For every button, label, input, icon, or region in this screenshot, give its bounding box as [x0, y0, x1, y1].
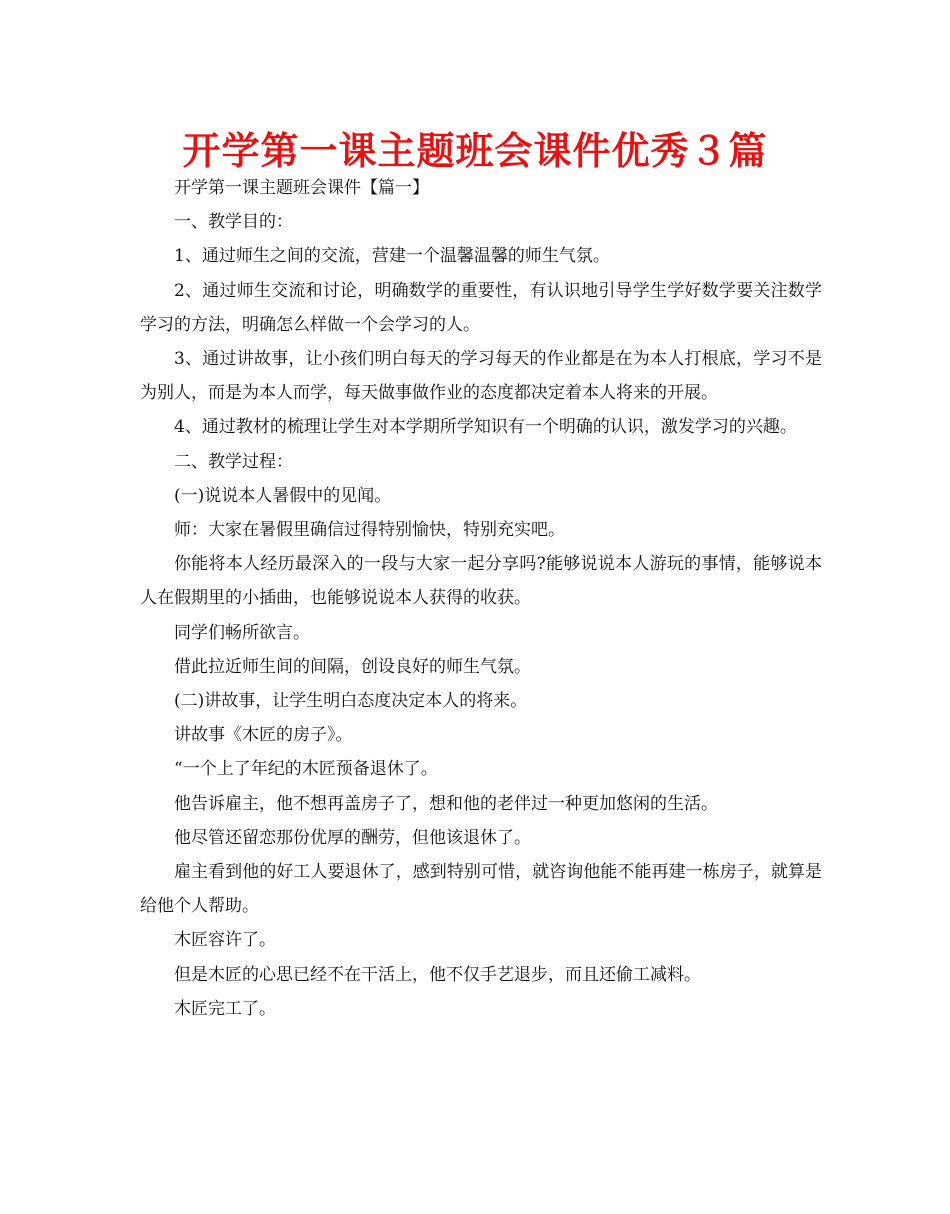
paragraph: (二)讲故事，让学生明白态度决定本人的将来。: [174, 691, 528, 712]
paragraph: “一个上了年纪的木匠预备退休了。: [174, 759, 438, 780]
paragraph: 他告诉雇主，他不想再盖房子了，想和他的老伴过一种更加悠闲的生活。: [174, 793, 718, 814]
paragraph: 师：大家在暑假里确信过得特别愉快，特别充实吧。: [174, 520, 565, 541]
paragraph: 讲故事《木匠的房子》。: [174, 725, 353, 746]
paragraph: 雇主看到他的好工人要退休了，感到特别可惜，就咨询他能不能再建一栋房子，就算是给他个人帮助。: [140, 862, 822, 917]
paragraph: 你能将本人经历最深入的一段与大家一起分享吗?能够说说本人游玩的事情，能够说本人在假期里的小插曲，也能够说说本人获得的收获。: [140, 554, 822, 609]
paragraph: 一、教学目的：: [174, 212, 293, 233]
paragraph: 3、通过讲故事，让小孩们明白每天的学习每天的作业都是在为本人打根底，学习不是为别人，而是为本人而学，每天做事做作业的态度都决定着本人将来的开展。: [140, 349, 822, 404]
document-title: 开学第一课主题班会课件优秀３篇: [182, 129, 768, 173]
paragraph: 4、通过教材的梳理让学生对本学期所学知识有一个明确的认识，激发学习的兴趣。: [174, 417, 797, 438]
document-body: [140, 171, 822, 1026]
paragraph: 他尽管还留恋那份优厚的酬劳，但他该退休了。: [174, 827, 531, 848]
paragraph: 木匠容许了。: [174, 930, 276, 951]
paragraph: 但是木匠的心思已经不在干活上，他不仅手艺退步，而且还偷工减料。: [174, 964, 701, 985]
paragraph: 二、教学过程：: [174, 451, 293, 472]
paragraph: 1、通过师生之间的交流，营建一个温馨温馨的师生气氛。: [174, 246, 610, 267]
paragraph: 木匠完工了。: [174, 998, 276, 1019]
paragraph: 2、通过师生交流和讨论，明确数学的重要性，有认识地引导学生学好数学要关注数学学习的方法，明确怎么样做一个会学习的人。: [140, 280, 822, 335]
paragraph: 开学第一课主题班会课件【篇一】: [174, 178, 429, 198]
paragraph: 借此拉近师生间的间隔，创设良好的师生气氛。: [174, 656, 531, 677]
paragraph: 同学们畅所欲言。: [174, 622, 310, 643]
paragraph: (一)说说本人暑假中的见闻。: [174, 485, 392, 506]
